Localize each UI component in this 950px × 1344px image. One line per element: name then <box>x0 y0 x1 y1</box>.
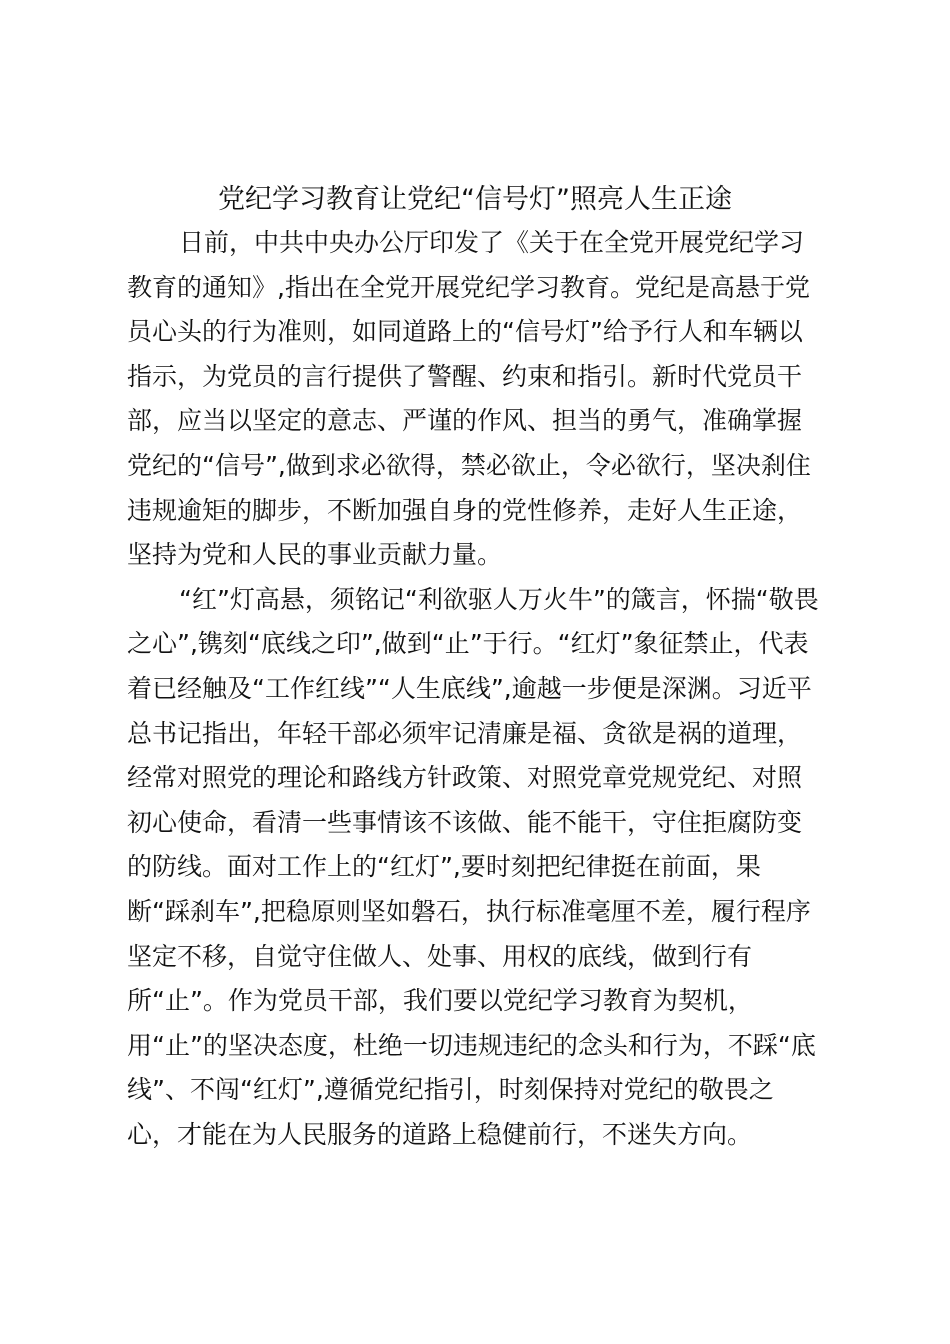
paragraph-line: 经常对照党的理论和路线方针政策、对照党章党规党纪、对照 <box>127 763 803 793</box>
paragraph-line: 心，才能在为人民服务的道路上稳健前行，不迷失方向。 <box>127 1119 753 1149</box>
paragraph-line: “红”灯高悬，须铭记“利欲驱人万火牛”的箴言，怀揣“敬畏 <box>179 584 819 614</box>
paragraph-line: 员心头的行为准则，如同道路上的“信号灯”给予行人和车辆以 <box>127 317 803 347</box>
paragraph-line: 部，应当以坚定的意志、严谨的作风、担当的勇气，准确掌握 <box>127 406 803 436</box>
paragraph-line: 所“止”。作为党员干部，我们要以党纪学习教育为契机， <box>127 986 753 1016</box>
paragraph-line: 指示，为党员的言行提供了警醒、约束和指引。新时代党员干 <box>127 361 803 391</box>
paragraph-line: 日前，中共中央办公厅印发了《关于在全党开展党纪学习 <box>179 228 805 257</box>
paragraph-line: 坚定不移，自觉守住做人、处事、用权的底线，做到行有 <box>127 941 753 971</box>
paragraph-line: 党纪的“信号”,做到求必欲得，禁必欲止，令必欲行，坚决刹住 <box>127 450 811 480</box>
paragraph-line: 总书记指出，年轻干部必须牢记清廉是福、贪欲是祸的道理， <box>127 718 803 748</box>
paragraph-line: 着已经触及“工作红线”“人生底线”,逾越一步便是深渊。习近平 <box>127 673 812 703</box>
paragraph-line: 初心使命，看清一些事情该不该做、能不能干，守住拒腐防变 <box>127 807 803 837</box>
paragraph-line: 断“踩刹车”,把稳原则坚如磐石，执行标准毫厘不差，履行程序 <box>127 896 811 926</box>
paragraph-line: 坚持为党和人民的事业贡献力量。 <box>127 540 503 570</box>
paragraph-line: 用“止”的坚决态度，杜绝一切违规违纪的念头和行为，不踩“底 <box>127 1030 816 1060</box>
paragraph-line: 的防线。面对工作上的“红灯”,要时刻把纪律挺在前面，果 <box>127 852 761 882</box>
paragraph-line: 教育的通知》,指出在全党开展党纪学习教育。党纪是高悬于党 <box>127 272 810 302</box>
document-title: 党纪学习教育让党纪“信号灯”照亮人生正途 <box>218 184 732 215</box>
paragraph-2 <box>127 578 827 1158</box>
document-body <box>127 221 827 1157</box>
paragraph-1 <box>127 221 827 578</box>
paragraph-line: 线”、不闯“红灯”,遵循党纪指引，时刻保持对党纪的敬畏之 <box>127 1075 774 1105</box>
paragraph-line: 违规逾矩的脚步，不断加强自身的党性修养，走好人生正途， <box>127 495 803 525</box>
paragraph-line: 之心”,镌刻“底线之印”,做到“止”于行。“红灯”象征禁止，代表 <box>127 629 809 659</box>
